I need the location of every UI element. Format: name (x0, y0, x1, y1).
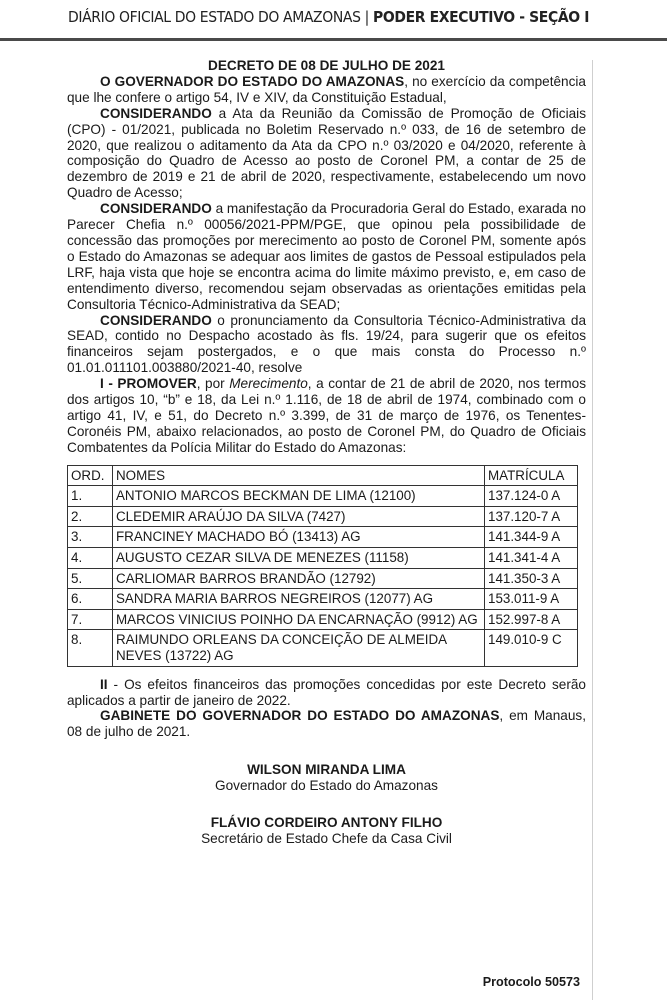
table-row (68, 486, 578, 507)
row-name: ANTONIO MARCOS BECKMAN DE LIMA (12100) (113, 486, 485, 507)
row-matricula: 152.997-8 A (485, 609, 578, 630)
table-row (68, 630, 578, 666)
article-2-label: II (100, 676, 108, 692)
signature-secretary (67, 815, 586, 847)
article-2 (67, 677, 586, 709)
header-ord: ORD. (68, 465, 113, 486)
header-names: NOMES (113, 465, 485, 486)
protocol-number: Protocolo 50573 (482, 975, 580, 989)
signature-governor (67, 762, 586, 794)
considerando-2-text: a manifestação da Procuradoria Geral do Estado, exarada no Parecer Chefia n.º 00056/2021-PPM/PGE, que opinou pela possibilidade de concessão das promoções por merecimento ao posto de Coronel PM, somente após o Estado do Amazonas se adequar aos limites de gastos de Pessoal estipulados pela LRF, haja vista que hoje se encontra acima do limite máximo previsto, e, em caso de entendimento diverso, recomendou sejam observadas as orientações emitidas pela Consultoria Técnico-Administrativa da SEAD; (67, 201, 586, 312)
closing (67, 708, 586, 740)
signature-name: WILSON MIRANDA LIMA (247, 762, 406, 778)
header-text (68, 8, 589, 26)
considerando-2 (67, 201, 586, 312)
row-matricula: 149.010-9 C (485, 630, 578, 666)
table-header-row (68, 465, 578, 486)
row-ord: 7. (68, 609, 113, 630)
row-name: FRANCINEY MACHADO BÓ (13413) AG (113, 527, 485, 548)
signature-role: Secretário de Estado Chefe da Casa Civil (201, 830, 452, 846)
considerando-label: CONSIDERANDO (100, 312, 212, 328)
row-name: RAIMUNDO ORLEANS DA CONCEIÇÃO DE ALMEIDA NEVES (13722) AG (113, 630, 485, 666)
row-name: CARLIOMAR BARROS BRANDÃO (12792) (113, 568, 485, 589)
row-ord: 5. (68, 568, 113, 589)
table-row (68, 527, 578, 548)
article-2-text: - Os efeitos financeiros das promoções concedidas por este Decreto serão aplicados a partir de janeiro de 2022. (67, 676, 586, 708)
considerando-1 (67, 106, 586, 201)
row-matricula: 137.124-0 A (485, 486, 578, 507)
considerando-label: CONSIDERANDO (100, 105, 212, 121)
decree-body (67, 58, 586, 847)
table-row (68, 548, 578, 569)
preamble-text: , no exercício da competência que lhe confere o artigo 54, IV e XIV, da Constituição Estadual, (67, 73, 586, 105)
considerando-3 (67, 313, 586, 377)
row-matricula: 137.120-7 A (485, 506, 578, 527)
article-1-label: I - PROMOVER (100, 376, 197, 392)
preamble-bold: O GOVERNADOR DO ESTADO DO AMAZONAS (100, 73, 405, 89)
signature-role: Governador do Estado do Amazonas (215, 778, 438, 794)
signature-name: FLÁVIO CORDEIRO ANTONY FILHO (210, 815, 443, 831)
section-name: PODER EXECUTIVO - SEÇÃO I (373, 8, 590, 26)
row-name: CLEDEMIR ARAÚJO DA SILVA (7427) (113, 506, 485, 527)
considerando-1-text: a Ata da Reunião da Comissão de Promoção de Oficiais (CPO) - 01/2021, publicada no Boletim Reservado n.º 033, de 16 de setembro de 2020, que realizou o aditamento da Ata da CPO n.º 03/2020 e 04/2020, referente à composição do Quadro de Acesso ao posto de Coronel PM, a contar de 25 de dezembro de 2019 e 21 de abril de 2020, respectivamente, estabelecendo um novo Quadro de Acesso; (67, 105, 586, 201)
row-name: AUGUSTO CEZAR SILVA DE MENEZES (11158) (113, 548, 485, 569)
article-1-text: , a contar de 21 de abril de 2020, nos termos dos artigos 10, “b” e 18, da Lei n.º 1.116, de 18 de abril de 1974, combinado com o artigo 41, IV, e 51, do Decreto n.º 3.399, de 31 de março de 1976, os Tenentes-Coronéis PM, abaixo relacionados, ao posto de Coronel PM, do Quadro de Oficiais Combatentes da Polícia Militar do Estado do Amazonas: (67, 376, 586, 455)
header-matricula: MATRÍCULA (485, 465, 578, 486)
closing-text: , em Manaus, 08 de julho de 2021. (67, 708, 586, 740)
row-name: SANDRA MARIA BARROS NEGREIROS (12077) AG (113, 589, 485, 610)
row-matricula: 141.350-3 A (485, 568, 578, 589)
row-ord: 1. (68, 486, 113, 507)
row-name: MARCOS VINICIUS POINHO DA ENCARNAÇÃO (9912) AG (113, 609, 485, 630)
table-row (68, 609, 578, 630)
promotion-table (67, 465, 578, 667)
considerando-3-text: o pronunciamento da Consultoria Técnico-Administrativa da SEAD, contido no Despacho acostado às fls. 19/24, para sugerir que os efeitos financeiros sejam postergados, e o que mais consta do Processo n.º 01.01.011101.003880/2021-40, resolve (67, 312, 586, 376)
closing-bold: GABINETE DO GOVERNADOR DO ESTADO DO AMAZONAS (100, 708, 500, 724)
row-matricula: 141.341-4 A (485, 548, 578, 569)
article-1 (67, 376, 586, 456)
column-rule (592, 60, 593, 1000)
row-ord: 8. (68, 630, 113, 666)
preamble (67, 74, 586, 106)
row-matricula: 141.344-9 A (485, 527, 578, 548)
considerando-label: CONSIDERANDO (100, 201, 212, 217)
article-1-pre: , por (196, 376, 230, 392)
row-ord: 2. (68, 506, 113, 527)
row-matricula: 153.011-9 A (485, 589, 578, 610)
publication-name: DIÁRIO OFICIAL DO ESTADO DO AMAZONAS | (68, 8, 374, 26)
decree-title: DECRETO DE 08 DE JULHO DE 2021 (208, 58, 445, 73)
article-1-italic: Merecimento (229, 376, 308, 392)
table-row (68, 568, 578, 589)
row-ord: 4. (68, 548, 113, 569)
page-header (0, 0, 667, 41)
row-ord: 6. (68, 589, 113, 610)
table-row (68, 589, 578, 610)
row-ord: 3. (68, 527, 113, 548)
table-row (68, 506, 578, 527)
